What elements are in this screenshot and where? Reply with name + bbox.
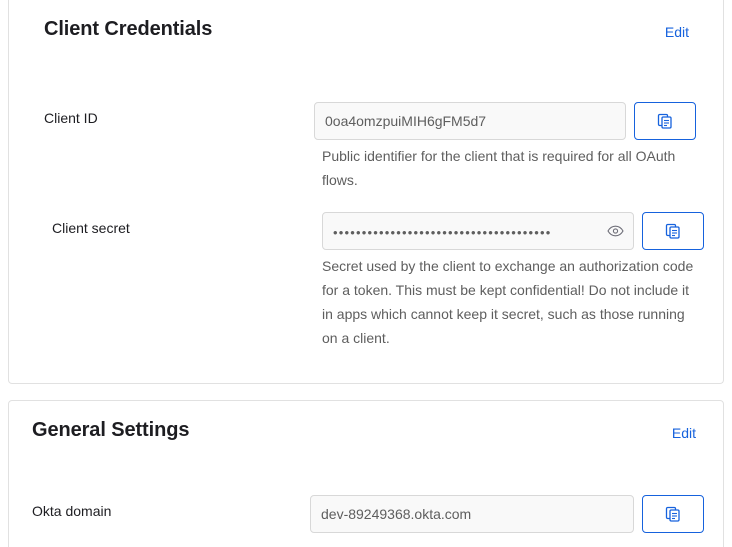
eye-icon[interactable] bbox=[605, 221, 625, 241]
general-settings-edit-link[interactable]: Edit bbox=[671, 425, 696, 441]
client-secret-input-group bbox=[322, 212, 704, 250]
client-credentials-title: Client Credentials bbox=[44, 18, 213, 40]
general-settings-card bbox=[8, 400, 724, 547]
client-credentials-header bbox=[9, 0, 723, 56]
client-secret-help-text: Secret used by the client to exchange an authorization code for a token. This must be kept confidential! Do not include it in apps which cannot keep it secret, such as those running on a client. bbox=[322, 258, 694, 346]
client-secret-label: Client secret bbox=[52, 220, 130, 236]
client-id-value: 0oa4omzpuiMIH6gFM5d7 bbox=[325, 113, 487, 129]
client-id-label: Client ID bbox=[44, 110, 98, 126]
copy-icon bbox=[665, 223, 681, 239]
general-settings-title: General Settings bbox=[32, 419, 190, 441]
okta-domain-value: dev-89249368.okta.com bbox=[321, 506, 472, 522]
client-id-input-group bbox=[314, 102, 696, 140]
copy-client-secret-button[interactable] bbox=[642, 212, 704, 250]
copy-icon bbox=[657, 113, 673, 129]
client-id-input[interactable] bbox=[314, 102, 626, 140]
copy-icon bbox=[665, 506, 681, 522]
client-credentials-edit-link[interactable]: Edit bbox=[664, 24, 689, 40]
okta-domain-input-group bbox=[310, 495, 704, 533]
client-id-help-text: Public identifier for the client that is required for all OAuth flows. bbox=[322, 148, 676, 188]
copy-client-id-button[interactable] bbox=[634, 102, 696, 140]
okta-domain-label: Okta domain bbox=[32, 503, 112, 519]
client-credentials-card bbox=[8, 0, 724, 384]
client-secret-value: •••••••••••••••••••••••••••••••••••••• bbox=[333, 224, 552, 239]
okta-domain-input[interactable] bbox=[310, 495, 634, 533]
client-secret-input[interactable] bbox=[322, 212, 634, 250]
copy-okta-domain-button[interactable] bbox=[642, 495, 704, 533]
general-settings-header bbox=[9, 401, 723, 457]
